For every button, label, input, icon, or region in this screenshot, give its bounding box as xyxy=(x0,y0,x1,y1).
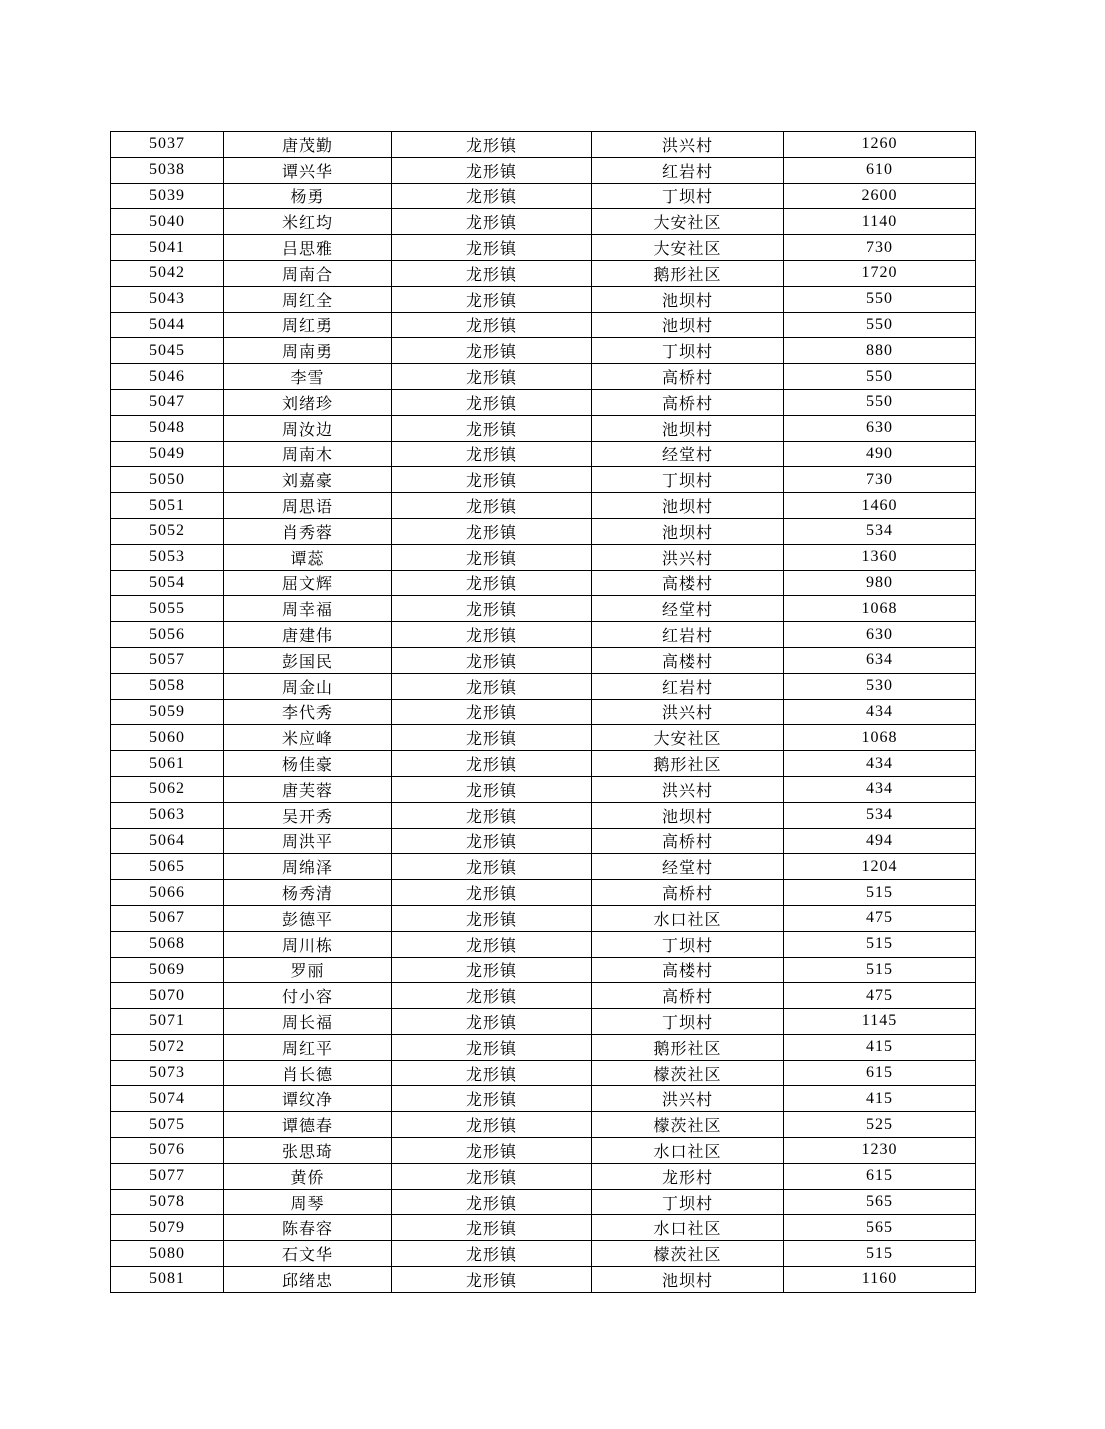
cell-serial-number: 5038 xyxy=(111,157,224,183)
cell-amount: 610 xyxy=(784,157,976,183)
cell-serial-number: 5077 xyxy=(111,1163,224,1189)
table-row xyxy=(111,622,976,648)
table-row xyxy=(111,1086,976,1112)
cell-amount: 490 xyxy=(784,441,976,467)
cell-amount: 494 xyxy=(784,828,976,854)
table-row xyxy=(111,725,976,751)
cell-town: 龙形镇 xyxy=(392,596,592,622)
cell-serial-number: 5046 xyxy=(111,364,224,390)
cell-person-name: 周红全 xyxy=(224,286,392,312)
cell-town: 龙形镇 xyxy=(392,1215,592,1241)
cell-person-name: 周思语 xyxy=(224,493,392,519)
cell-amount: 515 xyxy=(784,1241,976,1267)
cell-person-name: 唐芙蓉 xyxy=(224,776,392,802)
cell-village: 水口社区 xyxy=(592,905,784,931)
cell-town: 龙形镇 xyxy=(392,776,592,802)
cell-person-name: 屈文辉 xyxy=(224,570,392,596)
cell-town: 龙形镇 xyxy=(392,183,592,209)
cell-amount: 630 xyxy=(784,415,976,441)
cell-amount: 1460 xyxy=(784,493,976,519)
cell-amount: 1720 xyxy=(784,260,976,286)
cell-amount: 534 xyxy=(784,802,976,828)
cell-serial-number: 5080 xyxy=(111,1241,224,1267)
cell-amount: 615 xyxy=(784,1060,976,1086)
cell-amount: 1160 xyxy=(784,1267,976,1293)
table-row xyxy=(111,1034,976,1060)
cell-person-name: 唐建伟 xyxy=(224,622,392,648)
cell-serial-number: 5052 xyxy=(111,518,224,544)
table-row xyxy=(111,751,976,777)
cell-town: 龙形镇 xyxy=(392,1189,592,1215)
table-row xyxy=(111,570,976,596)
cell-serial-number: 5048 xyxy=(111,415,224,441)
cell-serial-number: 5045 xyxy=(111,338,224,364)
table-row xyxy=(111,441,976,467)
table-row xyxy=(111,364,976,390)
cell-town: 龙形镇 xyxy=(392,622,592,648)
cell-serial-number: 5074 xyxy=(111,1086,224,1112)
cell-amount: 415 xyxy=(784,1086,976,1112)
cell-village: 高楼村 xyxy=(592,957,784,983)
cell-person-name: 周川栋 xyxy=(224,931,392,957)
cell-amount: 475 xyxy=(784,983,976,1009)
cell-person-name: 周长福 xyxy=(224,1009,392,1035)
cell-person-name: 谭纹净 xyxy=(224,1086,392,1112)
cell-serial-number: 5075 xyxy=(111,1112,224,1138)
cell-amount: 1145 xyxy=(784,1009,976,1035)
cell-serial-number: 5062 xyxy=(111,776,224,802)
cell-town: 龙形镇 xyxy=(392,493,592,519)
cell-serial-number: 5067 xyxy=(111,905,224,931)
cell-amount: 1068 xyxy=(784,596,976,622)
cell-village: 高桥村 xyxy=(592,364,784,390)
table-row xyxy=(111,544,976,570)
cell-amount: 565 xyxy=(784,1189,976,1215)
cell-serial-number: 5061 xyxy=(111,751,224,777)
cell-town: 龙形镇 xyxy=(392,441,592,467)
table-container xyxy=(110,131,976,1293)
cell-person-name: 张思琦 xyxy=(224,1138,392,1164)
cell-serial-number: 5057 xyxy=(111,647,224,673)
cell-amount: 1260 xyxy=(784,132,976,158)
table-row xyxy=(111,647,976,673)
cell-town: 龙形镇 xyxy=(392,235,592,261)
cell-serial-number: 5072 xyxy=(111,1034,224,1060)
cell-person-name: 周红平 xyxy=(224,1034,392,1060)
cell-person-name: 刘绪珍 xyxy=(224,389,392,415)
cell-serial-number: 5066 xyxy=(111,880,224,906)
table-body xyxy=(111,132,976,1293)
cell-village: 大安社区 xyxy=(592,209,784,235)
cell-town: 龙形镇 xyxy=(392,1034,592,1060)
cell-serial-number: 5040 xyxy=(111,209,224,235)
cell-person-name: 肖秀蓉 xyxy=(224,518,392,544)
cell-village: 红岩村 xyxy=(592,622,784,648)
cell-town: 龙形镇 xyxy=(392,338,592,364)
cell-village: 水口社区 xyxy=(592,1138,784,1164)
cell-town: 龙形镇 xyxy=(392,905,592,931)
cell-person-name: 杨佳豪 xyxy=(224,751,392,777)
cell-serial-number: 5060 xyxy=(111,725,224,751)
cell-amount: 615 xyxy=(784,1163,976,1189)
cell-town: 龙形镇 xyxy=(392,725,592,751)
cell-village: 鹅形社区 xyxy=(592,751,784,777)
cell-serial-number: 5076 xyxy=(111,1138,224,1164)
cell-serial-number: 5041 xyxy=(111,235,224,261)
cell-person-name: 付小容 xyxy=(224,983,392,1009)
cell-serial-number: 5039 xyxy=(111,183,224,209)
table-row xyxy=(111,931,976,957)
table-row xyxy=(111,493,976,519)
cell-town: 龙形镇 xyxy=(392,1009,592,1035)
cell-village: 檬茨社区 xyxy=(592,1241,784,1267)
cell-town: 龙形镇 xyxy=(392,209,592,235)
table-row xyxy=(111,1241,976,1267)
cell-person-name: 周金山 xyxy=(224,673,392,699)
table-row xyxy=(111,209,976,235)
cell-serial-number: 5068 xyxy=(111,931,224,957)
cell-serial-number: 5050 xyxy=(111,467,224,493)
cell-village: 龙形村 xyxy=(592,1163,784,1189)
cell-village: 洪兴村 xyxy=(592,1086,784,1112)
cell-town: 龙形镇 xyxy=(392,415,592,441)
table-row xyxy=(111,415,976,441)
cell-person-name: 谭兴华 xyxy=(224,157,392,183)
cell-town: 龙形镇 xyxy=(392,364,592,390)
table-row xyxy=(111,699,976,725)
cell-village: 池坝村 xyxy=(592,493,784,519)
table-row xyxy=(111,389,976,415)
cell-person-name: 吕思雅 xyxy=(224,235,392,261)
cell-village: 丁坝村 xyxy=(592,931,784,957)
cell-village: 鹅形社区 xyxy=(592,1034,784,1060)
cell-serial-number: 5051 xyxy=(111,493,224,519)
cell-person-name: 周南木 xyxy=(224,441,392,467)
cell-town: 龙形镇 xyxy=(392,570,592,596)
table-row xyxy=(111,235,976,261)
cell-village: 洪兴村 xyxy=(592,699,784,725)
cell-amount: 550 xyxy=(784,389,976,415)
cell-town: 龙形镇 xyxy=(392,751,592,777)
table-row xyxy=(111,673,976,699)
cell-amount: 434 xyxy=(784,776,976,802)
cell-town: 龙形镇 xyxy=(392,544,592,570)
table-row xyxy=(111,596,976,622)
cell-serial-number: 5037 xyxy=(111,132,224,158)
table-row xyxy=(111,286,976,312)
cell-amount: 525 xyxy=(784,1112,976,1138)
cell-amount: 630 xyxy=(784,622,976,648)
cell-person-name: 彭德平 xyxy=(224,905,392,931)
cell-serial-number: 5078 xyxy=(111,1189,224,1215)
cell-serial-number: 5042 xyxy=(111,260,224,286)
cell-person-name: 黄侨 xyxy=(224,1163,392,1189)
cell-village: 大安社区 xyxy=(592,725,784,751)
table-row xyxy=(111,1215,976,1241)
cell-person-name: 米红均 xyxy=(224,209,392,235)
cell-village: 鹅形社区 xyxy=(592,260,784,286)
cell-serial-number: 5065 xyxy=(111,854,224,880)
cell-person-name: 杨秀清 xyxy=(224,880,392,906)
cell-village: 高桥村 xyxy=(592,880,784,906)
cell-village: 池坝村 xyxy=(592,312,784,338)
cell-person-name: 周南勇 xyxy=(224,338,392,364)
cell-serial-number: 5081 xyxy=(111,1267,224,1293)
cell-serial-number: 5069 xyxy=(111,957,224,983)
cell-serial-number: 5055 xyxy=(111,596,224,622)
cell-person-name: 周琴 xyxy=(224,1189,392,1215)
cell-person-name: 吴开秀 xyxy=(224,802,392,828)
cell-amount: 730 xyxy=(784,467,976,493)
cell-serial-number: 5059 xyxy=(111,699,224,725)
cell-serial-number: 5079 xyxy=(111,1215,224,1241)
cell-village: 池坝村 xyxy=(592,415,784,441)
cell-village: 经堂村 xyxy=(592,441,784,467)
cell-town: 龙形镇 xyxy=(392,854,592,880)
cell-village: 池坝村 xyxy=(592,286,784,312)
cell-person-name: 李雪 xyxy=(224,364,392,390)
cell-amount: 730 xyxy=(784,235,976,261)
cell-town: 龙形镇 xyxy=(392,802,592,828)
table-row xyxy=(111,905,976,931)
cell-person-name: 谭蕊 xyxy=(224,544,392,570)
cell-person-name: 周南合 xyxy=(224,260,392,286)
cell-amount: 534 xyxy=(784,518,976,544)
cell-town: 龙形镇 xyxy=(392,1112,592,1138)
cell-town: 龙形镇 xyxy=(392,983,592,1009)
cell-town: 龙形镇 xyxy=(392,518,592,544)
table-row xyxy=(111,132,976,158)
cell-person-name: 李代秀 xyxy=(224,699,392,725)
cell-village: 红岩村 xyxy=(592,673,784,699)
cell-village: 池坝村 xyxy=(592,802,784,828)
table-row xyxy=(111,518,976,544)
cell-person-name: 肖长德 xyxy=(224,1060,392,1086)
cell-amount: 515 xyxy=(784,957,976,983)
cell-amount: 415 xyxy=(784,1034,976,1060)
table-row xyxy=(111,183,976,209)
cell-town: 龙形镇 xyxy=(392,1060,592,1086)
cell-amount: 880 xyxy=(784,338,976,364)
table-row xyxy=(111,1189,976,1215)
cell-amount: 1204 xyxy=(784,854,976,880)
cell-village: 高桥村 xyxy=(592,983,784,1009)
cell-village: 经堂村 xyxy=(592,596,784,622)
cell-town: 龙形镇 xyxy=(392,957,592,983)
cell-village: 洪兴村 xyxy=(592,544,784,570)
cell-amount: 634 xyxy=(784,647,976,673)
cell-amount: 1360 xyxy=(784,544,976,570)
cell-village: 红岩村 xyxy=(592,157,784,183)
cell-serial-number: 5044 xyxy=(111,312,224,338)
table-row xyxy=(111,1163,976,1189)
roster-payment-table xyxy=(110,131,976,1293)
cell-serial-number: 5071 xyxy=(111,1009,224,1035)
cell-serial-number: 5056 xyxy=(111,622,224,648)
table-row xyxy=(111,1009,976,1035)
table-row xyxy=(111,1267,976,1293)
cell-amount: 475 xyxy=(784,905,976,931)
cell-serial-number: 5058 xyxy=(111,673,224,699)
cell-town: 龙形镇 xyxy=(392,1163,592,1189)
cell-person-name: 唐茂勤 xyxy=(224,132,392,158)
cell-person-name: 陈春容 xyxy=(224,1215,392,1241)
table-row xyxy=(111,854,976,880)
cell-person-name: 刘嘉豪 xyxy=(224,467,392,493)
table-row xyxy=(111,1112,976,1138)
cell-village: 丁坝村 xyxy=(592,338,784,364)
cell-town: 龙形镇 xyxy=(392,1138,592,1164)
table-row xyxy=(111,828,976,854)
cell-person-name: 邱绪忠 xyxy=(224,1267,392,1293)
table-row xyxy=(111,157,976,183)
cell-village: 大安社区 xyxy=(592,235,784,261)
cell-amount: 2600 xyxy=(784,183,976,209)
cell-village: 高桥村 xyxy=(592,828,784,854)
cell-town: 龙形镇 xyxy=(392,880,592,906)
cell-village: 檬茨社区 xyxy=(592,1060,784,1086)
cell-amount: 550 xyxy=(784,312,976,338)
cell-town: 龙形镇 xyxy=(392,1267,592,1293)
table-row xyxy=(111,312,976,338)
cell-town: 龙形镇 xyxy=(392,467,592,493)
cell-village: 高楼村 xyxy=(592,647,784,673)
cell-serial-number: 5073 xyxy=(111,1060,224,1086)
cell-amount: 1068 xyxy=(784,725,976,751)
cell-village: 高桥村 xyxy=(592,389,784,415)
cell-village: 池坝村 xyxy=(592,518,784,544)
cell-village: 洪兴村 xyxy=(592,776,784,802)
table-row xyxy=(111,880,976,906)
cell-town: 龙形镇 xyxy=(392,260,592,286)
cell-serial-number: 5049 xyxy=(111,441,224,467)
table-row xyxy=(111,260,976,286)
cell-person-name: 彭国民 xyxy=(224,647,392,673)
cell-person-name: 周幸福 xyxy=(224,596,392,622)
cell-amount: 565 xyxy=(784,1215,976,1241)
cell-village: 洪兴村 xyxy=(592,132,784,158)
cell-village: 经堂村 xyxy=(592,854,784,880)
cell-person-name: 周绵泽 xyxy=(224,854,392,880)
cell-town: 龙形镇 xyxy=(392,389,592,415)
cell-amount: 1230 xyxy=(784,1138,976,1164)
cell-person-name: 周洪平 xyxy=(224,828,392,854)
cell-town: 龙形镇 xyxy=(392,931,592,957)
cell-serial-number: 5063 xyxy=(111,802,224,828)
cell-town: 龙形镇 xyxy=(392,312,592,338)
cell-town: 龙形镇 xyxy=(392,132,592,158)
cell-serial-number: 5054 xyxy=(111,570,224,596)
cell-person-name: 周汝边 xyxy=(224,415,392,441)
cell-person-name: 谭德春 xyxy=(224,1112,392,1138)
cell-amount: 515 xyxy=(784,931,976,957)
cell-amount: 550 xyxy=(784,364,976,390)
table-row xyxy=(111,1060,976,1086)
table-row xyxy=(111,467,976,493)
table-row xyxy=(111,338,976,364)
cell-person-name: 罗丽 xyxy=(224,957,392,983)
cell-village: 丁坝村 xyxy=(592,467,784,493)
cell-town: 龙形镇 xyxy=(392,157,592,183)
cell-amount: 1140 xyxy=(784,209,976,235)
cell-village: 池坝村 xyxy=(592,1267,784,1293)
cell-serial-number: 5070 xyxy=(111,983,224,1009)
table-row xyxy=(111,802,976,828)
table-row xyxy=(111,983,976,1009)
cell-person-name: 周红勇 xyxy=(224,312,392,338)
cell-village: 丁坝村 xyxy=(592,183,784,209)
cell-town: 龙形镇 xyxy=(392,647,592,673)
cell-person-name: 米应峰 xyxy=(224,725,392,751)
cell-serial-number: 5053 xyxy=(111,544,224,570)
cell-village: 檬茨社区 xyxy=(592,1112,784,1138)
cell-amount: 550 xyxy=(784,286,976,312)
cell-town: 龙形镇 xyxy=(392,1086,592,1112)
cell-town: 龙形镇 xyxy=(392,286,592,312)
cell-serial-number: 5064 xyxy=(111,828,224,854)
cell-village: 丁坝村 xyxy=(592,1009,784,1035)
table-row xyxy=(111,957,976,983)
table-row xyxy=(111,1138,976,1164)
cell-town: 龙形镇 xyxy=(392,828,592,854)
cell-amount: 434 xyxy=(784,699,976,725)
cell-village: 丁坝村 xyxy=(592,1189,784,1215)
cell-person-name: 石文华 xyxy=(224,1241,392,1267)
cell-village: 高楼村 xyxy=(592,570,784,596)
cell-town: 龙形镇 xyxy=(392,673,592,699)
cell-amount: 980 xyxy=(784,570,976,596)
cell-town: 龙形镇 xyxy=(392,1241,592,1267)
table-row xyxy=(111,776,976,802)
cell-amount: 530 xyxy=(784,673,976,699)
cell-amount: 434 xyxy=(784,751,976,777)
cell-amount: 515 xyxy=(784,880,976,906)
cell-village: 水口社区 xyxy=(592,1215,784,1241)
cell-person-name: 杨勇 xyxy=(224,183,392,209)
cell-serial-number: 5043 xyxy=(111,286,224,312)
cell-town: 龙形镇 xyxy=(392,699,592,725)
cell-serial-number: 5047 xyxy=(111,389,224,415)
